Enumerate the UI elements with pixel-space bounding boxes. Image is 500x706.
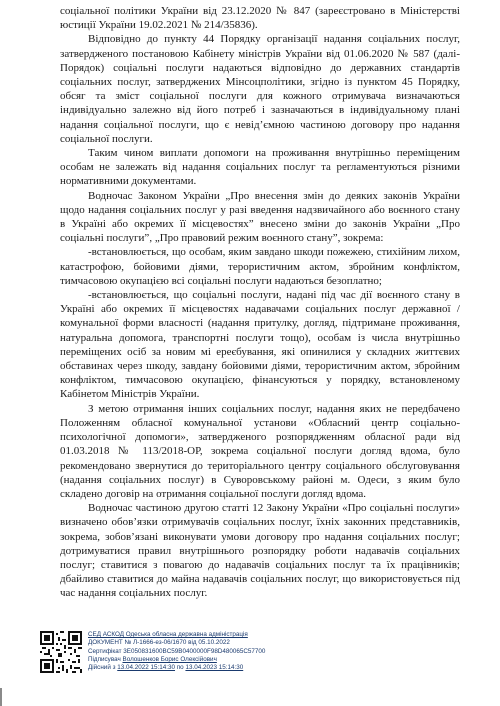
paragraph: -встановлюється, що соціальні послуги, надані під час дії воєнного стану в Україні або окремих її місцевостях надавачами соціальних послуг державної / комунальної форми власності (надання притулку, догляд, підтримане проживання, натуральна допомога, транспортні послуги тощо), особам із числа внутрішньо переміщених осіб за новим мі ереєбування, які опинилися у складних життєвих обставинах через шкоду, завдану бойовими діями, терористичним актом, збройним конфліктом, тимчасовою окупацією, фінансуються у порядку, встановленому Кабінетом Міністрів України. — [60, 289, 460, 401]
qr-code-icon — [40, 631, 82, 673]
stamp-valid-from: 13.04.2022 15:14:30 — [117, 664, 176, 672]
stamp-validity-line — [88, 664, 265, 672]
stamp-signer-line — [88, 656, 265, 664]
paragraph: Водночас Законом України „Про внесення змін до деяких законів України щодо надання соціальних послуг у разі введення надзвичайного або воєнного стану в Україні або окремих її місцевостях” внесено зміни до законів України „Про соціальні послуги”, „Про правовий режим воєнного стану”, зокрема: — [60, 189, 460, 245]
stamp-signer-name: Волошенков Борис Олексійович — [122, 655, 217, 663]
stamp-signer-label: Підписувач — [88, 655, 123, 663]
stamp-certificate-line: Сертифікат 3E050831600BC59B0400000F98D480065C57700 — [88, 647, 266, 655]
document-body — [60, 4, 460, 601]
paragraph: З метою отримання інших соціальних послуг, надання яких не передбачено Положенням обласної комунальної установи «Обласний центр соціально-психологічної допомоги», затвердженого розпорядженням обласної ради від 01.03.2018 № 113/2018-ОР, зокрема соціальної послуги догляд вдома, було рекомендовано звернутися до територіального центру соціального обслуговування (надання соціальних послуг) в Суворовському районі м. Одеси, з яким було складено договір на отримання соціальної послуги догляд вдома. — [60, 402, 460, 500]
paragraph: Водночас частиною другою статті 12 Закону України «Про соціальні послуги» визначено обов’язки отримувачів соціальних послуг, їхніх законних представників, зокрема, зобов’язані виконувати умови договору про надання соціальних послуг; дотримуватися правил внутрішнього розпорядку роботи надавачів соціальних послуг; ставитися з повагою до надавачів соціальних послуг та їх працівників; дбайливо ставитися до майна надавачів соціальних послуг, що використовується під час надання соціальних послуг. — [60, 502, 460, 600]
paragraph: Таким чином виплати допомоги на проживання внутрішньо переміщеним особам не залежать від надання соціальних послуг та регламентуються різними нормативними документами. — [60, 147, 460, 188]
stamp-system-line: СЕД АСКОД Одеська обласна державна адміністрація — [88, 631, 248, 638]
paragraph: -встановлюється, що особам, яким завдано шкоди пожежею, стихійним лихом, катастрофою, бойовими діями, терористичним актом, збройним конфліктом, тимчасовою окупацією всі соціальні послуги надаються безоплатно; — [60, 246, 460, 287]
page-edge-mark — [0, 688, 2, 706]
paragraph: соціальної політики України від 23.12.2020 № 847 (зареєстровано в Міністерстві юстиції України 19.02.2021 № 214/35836). — [60, 5, 460, 32]
digital-signature-stamp — [40, 631, 340, 679]
stamp-validity-label: Дійсний з — [88, 664, 118, 672]
signature-details — [88, 631, 265, 672]
stamp-validity-sep: по — [175, 664, 186, 672]
stamp-document-line: ДОКУМЕНТ № Л-1666-ез-06/1670 від 05.10.2022 — [88, 639, 230, 647]
paragraph: Відповідно до пункту 44 Порядку організації надання соціальних послуг, затвердженого постановою Кабінету міністрів України від 01.06.2020 № 587 (далі-Порядок) соціальні послуги надаються відповідно до державних стандартів соціальних послуг, затверджених Мінсоцполітики, згідно із пунктом 45 Порядку, обсяг та зміст соціальної послуги для кожного отримувача визначаються індивідуально залежно від його потреб і зазначаються в індивідуальному плані надання соціальної послуги, що є невід’ємною частиною договору про надання соціальної послуги. — [60, 33, 460, 145]
stamp-valid-to: 13.04.2023 15:14:30 — [185, 664, 244, 672]
